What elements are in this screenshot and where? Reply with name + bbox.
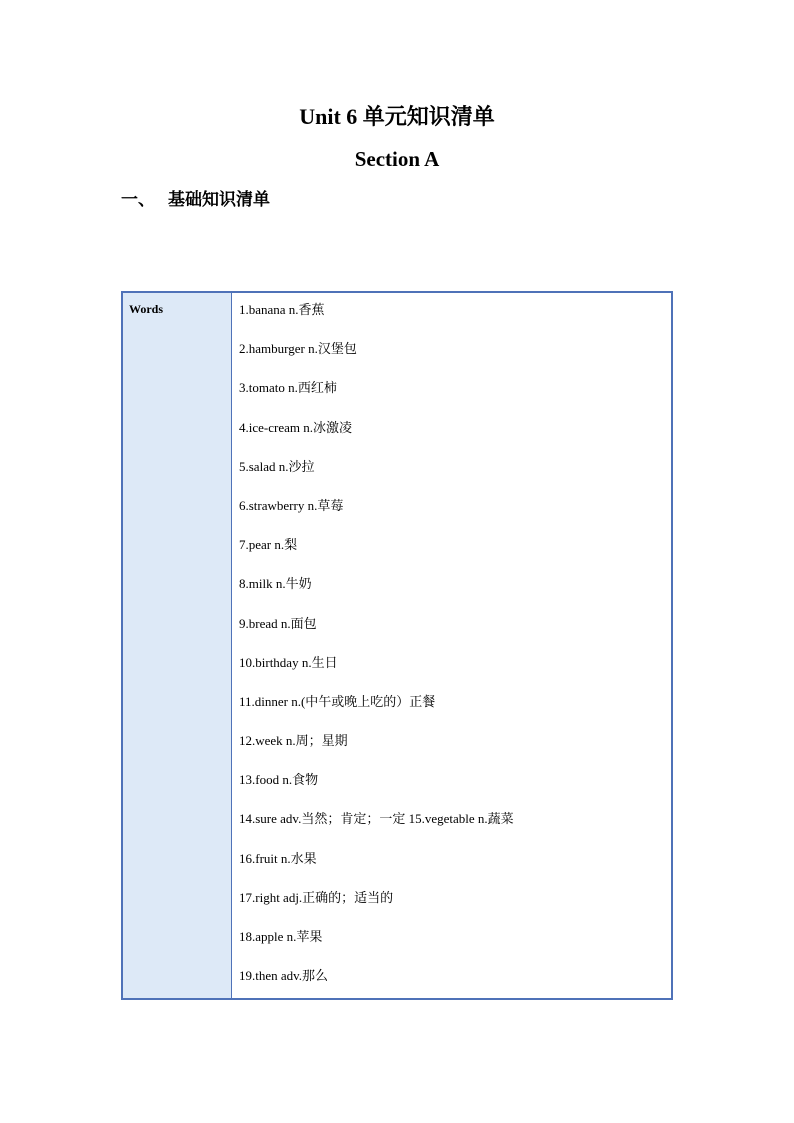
section-number: 一、 bbox=[121, 190, 155, 209]
word-item: 8.milk n.牛奶 bbox=[239, 576, 312, 592]
word-item: 7.pear n.梨 bbox=[239, 537, 298, 553]
section-label: 基础知识清单 bbox=[168, 190, 270, 209]
vocabulary-table bbox=[121, 291, 673, 1000]
word-item: 11.dinner n.(中午或晚上吃的）正餐 bbox=[239, 693, 436, 709]
word-item: 10.birthday n.生日 bbox=[239, 654, 338, 670]
word-item: 12.week n.周；星期 bbox=[239, 733, 348, 749]
word-item: 6.strawberry n.草莓 bbox=[239, 497, 344, 513]
page-title: Unit 6 单元知识清单 bbox=[299, 104, 495, 129]
section-heading bbox=[121, 188, 270, 212]
word-item: 14.sure adv.当然；肯定；一定 15.vegetable n.蔬菜 bbox=[239, 811, 514, 827]
word-item: 9.bread n.面包 bbox=[239, 615, 317, 631]
row-label: Words bbox=[129, 302, 164, 316]
word-item: 18.apple n.苹果 bbox=[239, 929, 323, 944]
word-item: 3.tomato n.西红柿 bbox=[239, 380, 337, 396]
word-item: 16.fruit n.水果 bbox=[239, 850, 317, 866]
words-cell bbox=[232, 293, 671, 998]
word-item: 2.hamburger n.汉堡包 bbox=[239, 341, 357, 357]
page-subtitle: Section A bbox=[354, 147, 440, 171]
word-item: 17.right adj.正确的；适当的 bbox=[239, 889, 394, 905]
word-item: 13.food n.食物 bbox=[239, 772, 319, 788]
word-item: 1.banana n.香蕉 bbox=[239, 302, 325, 317]
word-item: 19.then adv.那么 bbox=[239, 968, 329, 984]
word-item: 5.salad n.沙拉 bbox=[239, 458, 315, 474]
row-label-cell bbox=[123, 293, 232, 998]
word-item: 4.ice-cream n.冰激凌 bbox=[239, 419, 352, 435]
